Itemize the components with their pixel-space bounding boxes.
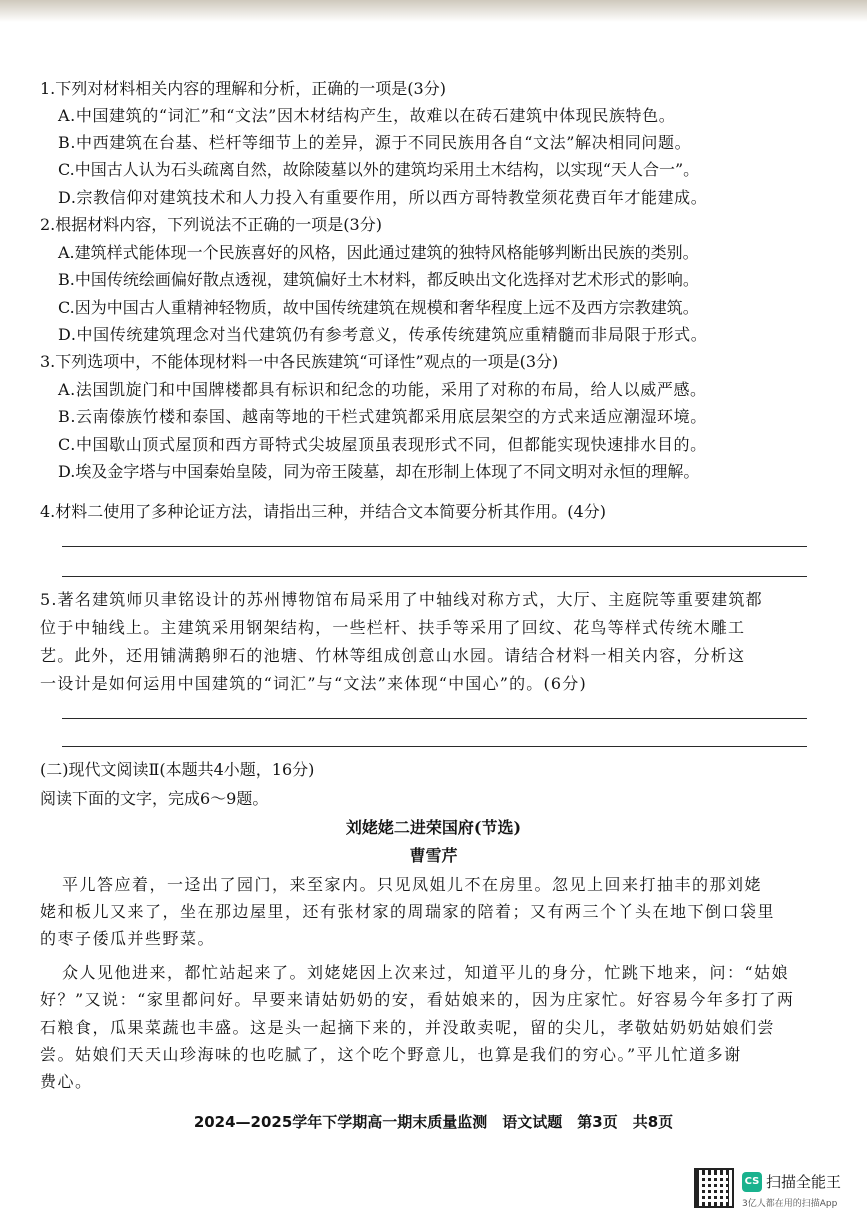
q4-stem: 4.材料二使用了多种论证方法，请指出三种，并结合文本简要分析其作用。(4分) — [40, 502, 606, 521]
q1-option-a: A.中国建筑的“词汇”和“文法”因木材结构产生，故难以在砖石建筑中体现民族特色。 — [58, 106, 676, 125]
q3-stem: 3.下列选项中，不能体现材料一中各民族建筑“可译性”观点的一项是(3分) — [40, 352, 559, 371]
q5-line-2: 位于中轴线上。主建筑采用钢架结构，一些栏杆、扶手等采用了回纹、花鸟等样式传统木雕工 — [40, 618, 746, 637]
q3-option-b: B.云南傣族竹楼和泰国、越南等地的干栏式建筑都采用底层架空的方式来适应潮湿环境。 — [58, 407, 707, 426]
q5-line-3: 艺。此外，还用铺满鹅卵石的池塘、竹林等组成创意山水园。请结合材料一相关内容，分析这 — [40, 646, 746, 665]
q1-option-c: C.中国古人认为石头疏离自然，故除陵墓以外的建筑均采用土木结构，以实现“天人合一”。 — [58, 160, 700, 179]
q5-answer-line-2 — [62, 746, 807, 747]
q1-option-b: B.中西建筑在台基、栏杆等细节上的差异，源于不同民族用各自“文法”解决相同问题。 — [58, 133, 692, 152]
passage-p2-line-1: 众人见他进来，都忙站起来了。刘姥姥因上次来过，知道平儿的身分，忙跳下地来，问：“姑娘 — [62, 963, 790, 982]
q2-option-a: A.建筑样式能体现一个民族喜好的风格，因此通过建筑的独特风格能够判断出民族的类别。 — [58, 243, 699, 262]
q1-option-d: D.宗教信仰对建筑技术和人力投入有重要作用，所以西方哥特教堂须花费百年才能建成。 — [58, 188, 708, 207]
page-footer: 2024—2025学年下学期高一期末质量监测 语文试题 第3页 共8页 — [193, 1113, 674, 1131]
passage-p2-line-5: 费心。 — [40, 1072, 93, 1091]
passage-p1-line-3: 的枣子倭瓜并些野菜。 — [40, 929, 216, 948]
q4-answer-line-2 — [62, 576, 807, 577]
q3-option-a: A.法国凯旋门和中国牌楼都具有标识和纪念的功能，采用了对称的布局，给人以威严感。 — [58, 380, 707, 399]
camscanner-logo-icon: CS — [742, 1172, 762, 1192]
q5-line-4: 一设计是如何运用中国建筑的“词汇”与“文法”来体现“中国心”的。(6分) — [40, 674, 587, 693]
passage-p1-line-2: 姥和板儿又来了，坐在那边屋里，还有张材家的周瑞家的陪着；又有两三个丫头在地下倒口袋里 — [40, 902, 776, 921]
q3-option-d: D.埃及金字塔与中国秦始皇陵，同为帝王陵墓，却在形制上体现了不同文明对永恒的理解。 — [58, 462, 700, 481]
scan-top-edge — [0, 0, 867, 22]
passage-p2-line-3: 石粮食，瓜果菜蔬也丰盛。这是头一起摘下来的，并没敢卖呢，留的尖儿，孝敬姑奶奶姑娘们尝 — [40, 1018, 776, 1037]
passage-p2-line-4: 尝。姑娘们天天山珍海味的也吃腻了，这个吃个野意儿，也算是我们的穷心。”平儿忙道多谢 — [40, 1045, 742, 1064]
passage-p2-line-2: 好？”又说：“家里都问好。早要来请姑奶奶的安，看姑娘来的，因为庄家忙。好容易今年多打了两 — [40, 990, 795, 1009]
scanner-app-name: 扫描全能王 — [766, 1173, 842, 1191]
q5-answer-line-1 — [62, 718, 807, 719]
section2-instruction: 阅读下面的文字，完成6～9题。 — [40, 789, 269, 808]
q2-option-b: B.中国传统绘画偏好散点透视，建筑偏好土木材料，都反映出文化选择对艺术形式的影响。 — [58, 270, 699, 289]
q2-stem: 2.根据材料内容，下列说法不正确的一项是(3分) — [40, 215, 382, 234]
passage-author: 曹雪芹 — [409, 846, 458, 865]
q5-line-1: 5.著名建筑师贝聿铭设计的苏州博物馆布局采用了中轴线对称方式，大厅、主庭院等重要建筑都 — [40, 590, 763, 609]
q3-option-c: C.中国歇山顶式屋顶和西方哥特式尖坡屋顶虽表现形式不同，但都能实现快速排水目的。 — [58, 435, 707, 454]
q1-stem: 1.下列对材料相关内容的理解和分析，正确的一项是(3分) — [40, 79, 446, 98]
scanner-tagline: 3亿人都在用的扫描App — [742, 1199, 838, 1209]
q2-option-c: C.因为中国古人重精神轻物质，故中国传统建筑在规模和奢华程度上远不及西方宗教建筑。 — [58, 298, 699, 317]
passage-p1-line-1: 平儿答应着，一迳出了园门，来至家内。只见凤姐儿不在房里。忽见上回来打抽丰的那刘姥 — [62, 875, 763, 894]
passage-title: 刘姥姥二进荣国府(节选) — [345, 818, 522, 837]
section2-heading: (二)现代文阅读Ⅱ(本题共4小题，16分) — [40, 760, 315, 779]
q4-answer-line-1 — [62, 546, 807, 547]
scanner-badge — [694, 1168, 854, 1220]
q2-option-d: D.中国传统建筑理念对当代建筑仍有参考意义，传承传统建筑应重精髓而非局限于形式。 — [58, 325, 708, 344]
qr-code-icon — [694, 1168, 734, 1208]
